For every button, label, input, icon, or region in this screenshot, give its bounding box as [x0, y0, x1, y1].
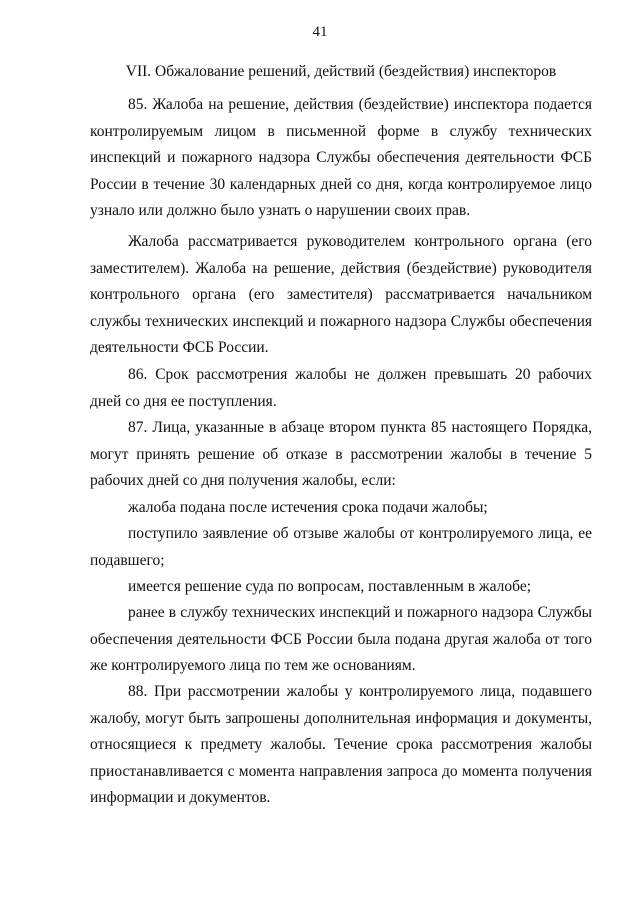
paragraph-88: 88. При рассмотрении жалобы у контролируемого лица, подавшего жалобу, могут быть запрошены дополнительная информация и документы, относящиеся к предмету жалобы. Течение срока рассмотрения жалобы приостанавливается с момента направления запроса до момента получения информации и документов. — [90, 683, 592, 806]
list-item-87-3: имеется решение суда по вопросам, поставленным в жалобе; — [128, 578, 531, 595]
paragraph-87: 87. Лица, указанные в абзаце втором пункта 85 настоящего Порядка, могут принять решение об отказе в рассмотрении жалобы в течение 5 рабочих дней со дня получения жалобы, если: — [90, 419, 592, 489]
document-body — [90, 229, 592, 362]
paragraph-86: 86. Срок рассмотрения жалобы не должен превышать 20 рабочих дней со дня ее поступления. — [90, 366, 592, 410]
document-body — [90, 600, 592, 680]
list-item-87-1: жалоба подана после истечения срока подачи жалобы; — [128, 499, 488, 516]
document-body — [90, 415, 592, 495]
document-body — [90, 574, 592, 601]
document-body — [90, 495, 592, 522]
document-body — [90, 362, 592, 415]
document-body — [90, 679, 592, 812]
paragraph-85-second: Жалоба рассматривается руководителем контрольного органа (его заместителем). Жалоба на решение, действия (бездействие) руководителя контрольного органа (его заместителя) рассматривается начальником службы технических инспекций и пожарного надзора Службы обеспечения деятельности ФСБ России. — [90, 233, 592, 356]
list-item-87-2: поступило заявление об отзыве жалобы от контролируемого лица, ее подавшего; — [90, 525, 592, 569]
document-body — [90, 521, 592, 574]
page-number: 41 — [312, 24, 328, 40]
list-item-87-4: ранее в службу технических инспекций и пожарного надзора Службы обеспечения деятельности ФСБ России была подана другая жалоба от того же контролируемого лица по тем же основаниям. — [90, 604, 592, 674]
section-title: VII. Обжалование решений, действий (бездействия) инспекторов — [125, 63, 557, 80]
paragraph-85: 85. Жалоба на решение, действия (бездействие) инспектора подается контролируемым лицом в письменной форме в службу технических инспекций и пожарного надзора Службы обеспечения деятельности ФСБ России в течение 30 календарных дней со дня, когда контролируемое лицо узнало или должно было узнать о нарушении своих прав. — [90, 96, 592, 219]
document-body — [90, 92, 592, 225]
